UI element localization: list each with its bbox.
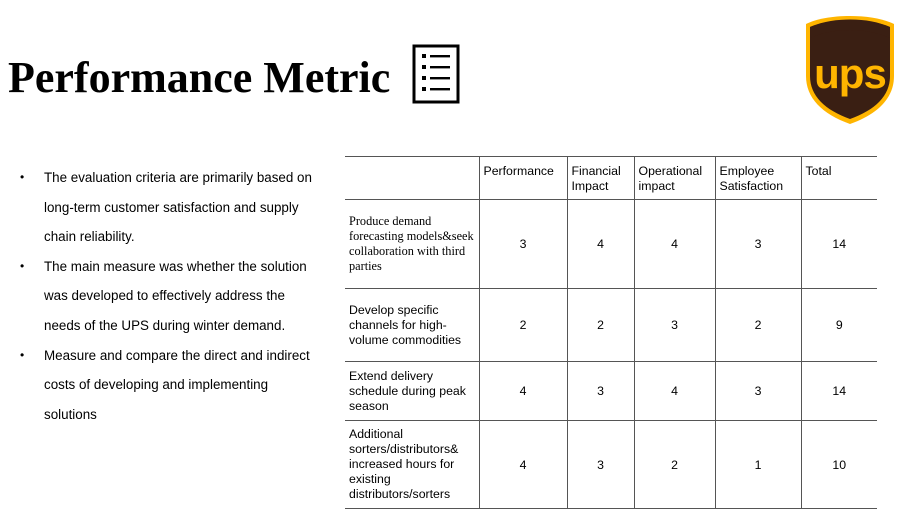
cell-total: 9 — [801, 289, 877, 362]
bullet-dot-icon: • — [20, 347, 25, 362]
cell-employee-satisfaction: 3 — [715, 200, 801, 289]
header-cell-performance: Performance — [479, 157, 567, 200]
bullet-item — [20, 341, 320, 430]
row-label: Additional sorters/distributors& increased hours for existing distributors/sorters — [345, 421, 479, 509]
table-header-row — [345, 157, 877, 200]
cell-operational-impact: 2 — [634, 421, 715, 509]
row-label: Develop specific channels for high-volume commodities — [345, 289, 479, 362]
logo-text: ups — [814, 50, 886, 97]
cell-financial-impact: 3 — [567, 362, 634, 421]
row-label: Produce demand forecasting models&seek collaboration with third parties — [345, 200, 479, 289]
cell-performance: 4 — [479, 421, 567, 509]
bullet-text: The evaluation criteria are primarily based on long-term customer satisfaction and supply chain reliability. — [44, 170, 312, 245]
header-cell-empty — [345, 157, 479, 200]
cell-performance: 4 — [479, 362, 567, 421]
bullet-dot-icon: • — [20, 258, 25, 273]
bullet-dot-icon: • — [20, 170, 25, 184]
header-cell-operational-impact: Operational impact — [634, 157, 715, 200]
cell-operational-impact: 3 — [634, 289, 715, 362]
table-row — [345, 200, 877, 289]
cell-performance: 2 — [479, 289, 567, 362]
cell-performance: 3 — [479, 200, 567, 289]
metric-table — [345, 156, 877, 509]
cell-total: 14 — [801, 200, 877, 289]
cell-operational-impact: 4 — [634, 362, 715, 421]
title-row — [8, 52, 460, 104]
cell-financial-impact: 2 — [567, 289, 634, 362]
header-cell-financial-impact: Financial Impact — [567, 157, 634, 200]
cell-employee-satisfaction: 3 — [715, 362, 801, 421]
page-title: Performance Metric — [8, 53, 391, 102]
table-row — [345, 421, 877, 509]
bullet-text: Measure and compare the direct and indirect costs of developing and implementing solutions — [44, 347, 310, 422]
table-row — [345, 362, 877, 421]
ups-shield-logo — [804, 14, 896, 126]
header-cell-total: Total — [801, 157, 877, 200]
cell-financial-impact: 4 — [567, 200, 634, 289]
bullet-item — [20, 163, 320, 252]
table-row — [345, 289, 877, 362]
cell-financial-impact: 3 — [567, 421, 634, 509]
bullet-text: The main measure was whether the solution was developed to effectively address the needs of the UPS during winter demand. — [44, 258, 307, 333]
bullet-list — [20, 163, 320, 429]
cell-employee-satisfaction: 2 — [715, 289, 801, 362]
cell-employee-satisfaction: 1 — [715, 421, 801, 509]
bullet-item — [20, 252, 320, 341]
cell-operational-impact: 4 — [634, 200, 715, 289]
cell-total: 10 — [801, 421, 877, 509]
row-label: Extend delivery schedule during peak season — [345, 362, 479, 421]
cell-total: 14 — [801, 362, 877, 421]
list-icon — [412, 44, 460, 104]
header-cell-employee-satisfaction: Employee Satisfaction — [715, 157, 801, 200]
